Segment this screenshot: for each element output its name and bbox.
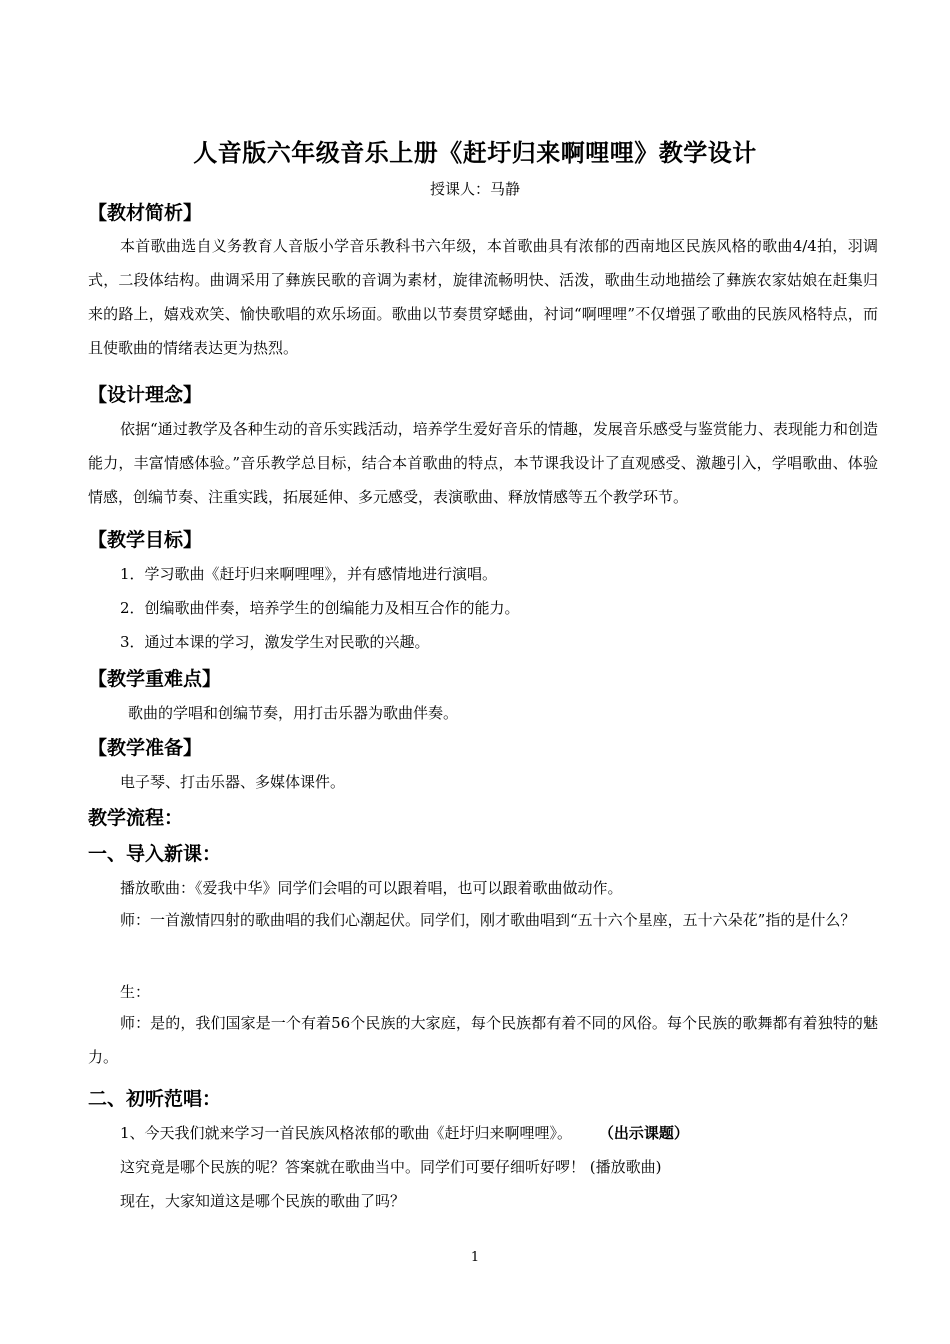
part1-line: 播放歌曲：《爱我中华》同学们会唱的可以跟着唱，也可以跟着歌曲做动作。 — [120, 879, 623, 897]
heading-material: 【教材简析】 — [88, 202, 203, 224]
part1-line: 生： — [120, 983, 151, 1001]
heading-goals: 【教学目标】 — [88, 529, 203, 551]
heading-part1: 一、导入新课： — [88, 843, 222, 865]
goal-item: 3．通过本课的学习，激发学生对民歌的兴趣。 — [120, 633, 430, 651]
part1-paragraph: 师：是的，我们国家是一个有着56个民族的大家庭，每个民族都有着不同的风俗。每个民族的歌舞都有着独特的魅力。 — [88, 1014, 878, 1066]
heading-key-points: 【教学重难点】 — [88, 668, 222, 690]
part2-line: 这究竟是哪个民族的呢？答案就在歌曲当中。同学们可要仔细听好啰！ (播放歌曲) — [120, 1158, 662, 1176]
concept-paragraph: 依据“通过教学及各种生动的音乐实践活动，培养学生爱好音乐的情趣，发展音乐感受与鉴赏能力、表现能力和创造能力，丰富情感体验。”音乐教学总目标，结合本首歌曲的特点，本节课我设计了直观感受、激趣引入，学唱歌曲、体验情感，创编节奏、注重实践，拓展延伸、多元感受，表演歌曲、释放情感等五个教学环节。 — [88, 420, 878, 506]
part2-line-note: （出示课题） — [598, 1124, 689, 1142]
material-paragraph: 本首歌曲选自义务教育人音版小学音乐教科书六年级，本首歌曲具有浓郁的西南地区民族风格的歌曲4/4拍，羽调式，二段体结构。曲调采用了彝族民歌的音调为素材，旋律流畅明快、活泼，歌曲生动地描绘了彝族农家姑娘在赶集归来的路上，嬉戏欢笑、愉快歌唱的欢乐场面。歌曲以节奏贯穿蟋曲，衬词“啊哩哩”不仅增强了歌曲的民族风格特点，而且使歌曲的情绪表达更为热烈。 — [88, 237, 878, 357]
heading-concept: 【设计理念】 — [88, 384, 203, 406]
part1-paragraph: 师：一首激情四射的歌曲唱的我们心潮起伏。同学们，刚才歌曲唱到“五十六个星座，五十六朵花”指的是什么？ — [120, 911, 856, 929]
goal-item: 1．学习歌曲《赶圩归来啊哩哩》，并有感情地进行演唱。 — [120, 565, 498, 583]
author-line: 授课人：马静 — [429, 180, 520, 198]
key-points-text: 歌曲的学唱和创编节奏，用打击乐器为歌曲伴奏。 — [128, 704, 459, 722]
part2-line — [120, 1122, 689, 1143]
part2-line-text: 1、今天我们就来学习一首民族风格浓郁的歌曲《赶圩归来啊哩哩》。 — [120, 1124, 573, 1142]
preparation-text: 电子琴、打击乐器、多媒体课件。 — [120, 773, 346, 791]
document-title: 人音版六年级音乐上册《赶圩归来啊哩哩》教学设计 — [193, 139, 757, 167]
goal-item: 2．创编歌曲伴奏，培养学生的创编能力及相互合作的能力。 — [120, 599, 520, 617]
heading-process: 教学流程： — [88, 807, 184, 829]
heading-part2: 二、初听范唱： — [88, 1088, 222, 1110]
heading-preparation: 【教学准备】 — [88, 737, 203, 759]
part2-line: 现在，大家知道这是哪个民族的歌曲了吗？ — [120, 1192, 406, 1210]
page-number: 1 — [470, 1250, 480, 1265]
